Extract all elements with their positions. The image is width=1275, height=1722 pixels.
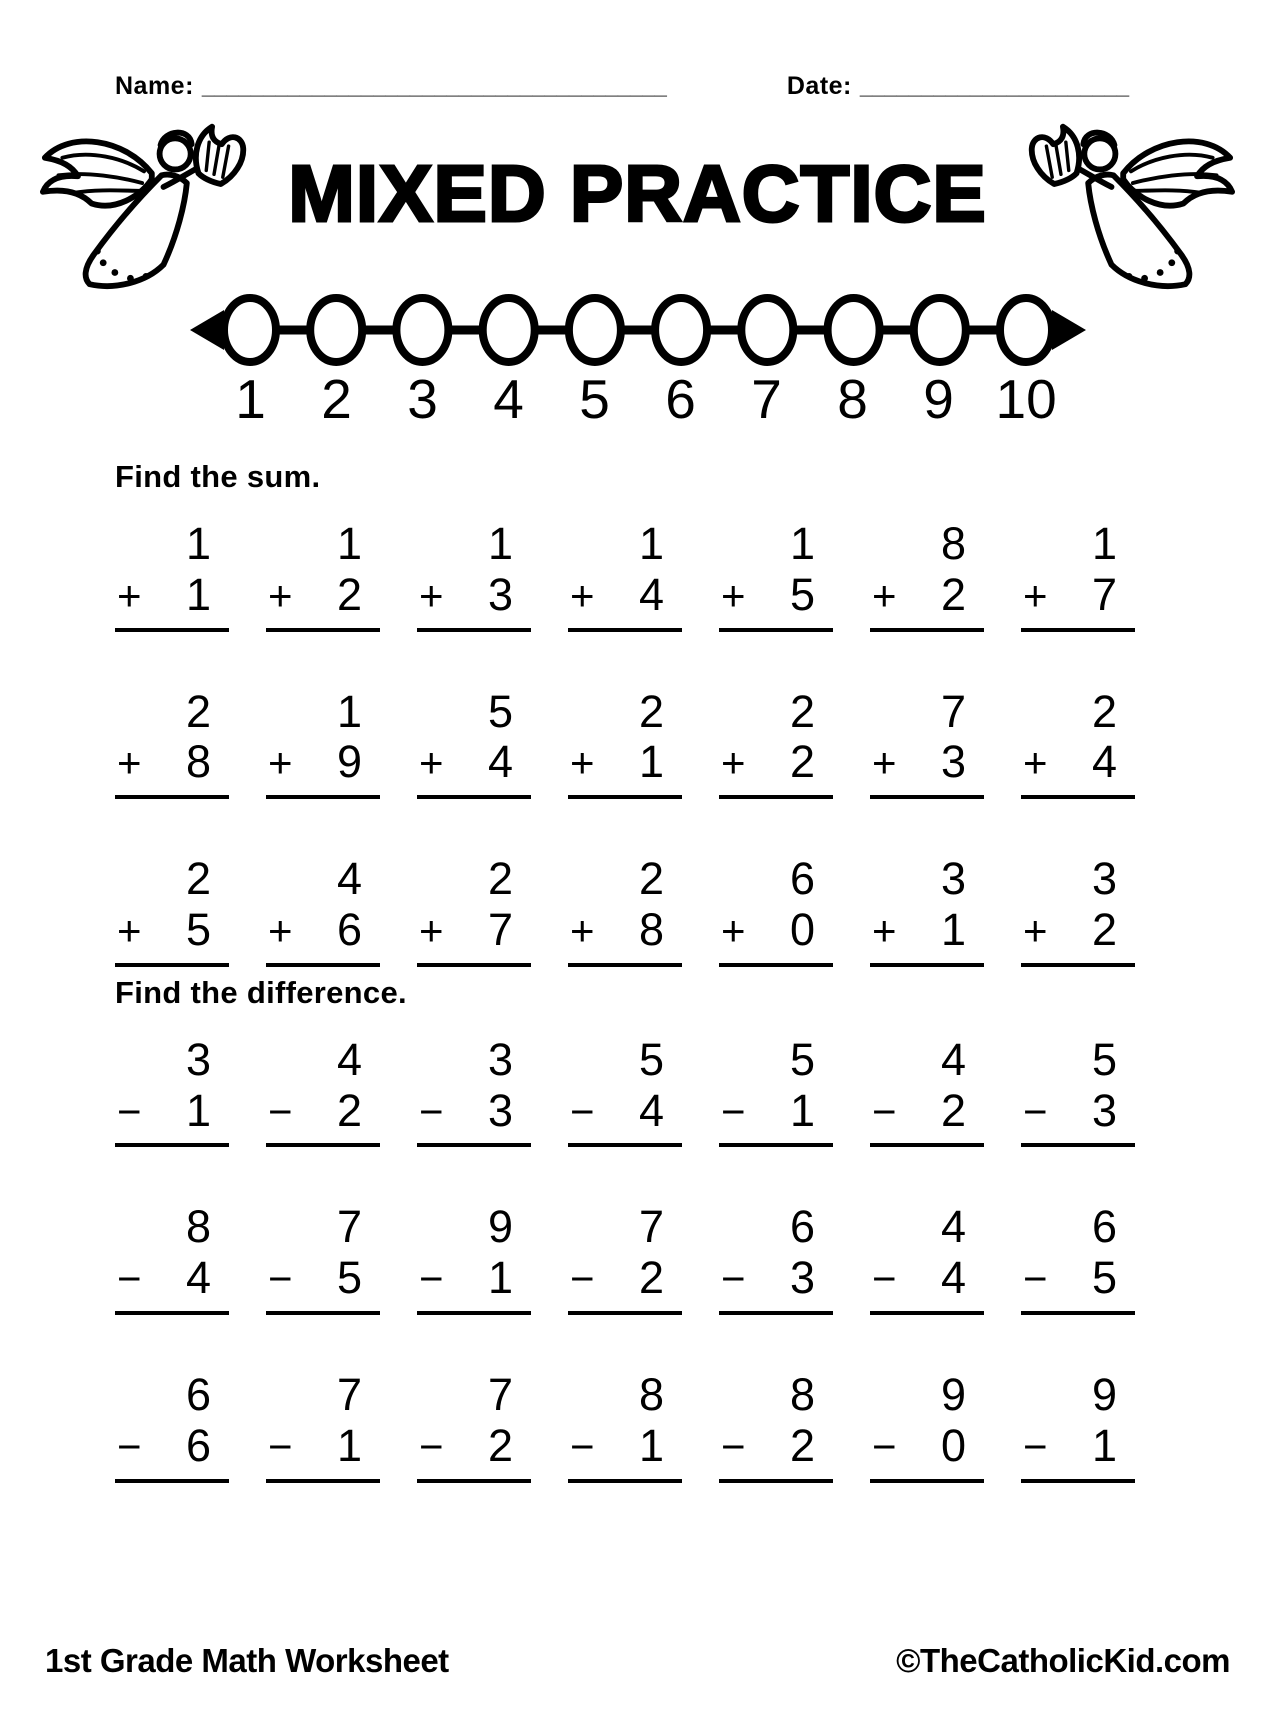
math-problem	[266, 1033, 380, 1148]
operator-row	[417, 903, 531, 955]
operator-row	[1021, 1084, 1135, 1136]
top-operand: 7	[940, 685, 966, 737]
header-fields	[115, 72, 1160, 101]
math-problem	[870, 685, 984, 800]
math-problem	[568, 853, 682, 967]
operator: −	[268, 1087, 293, 1135]
operator: −	[872, 1422, 897, 1470]
bottom-operand: 4	[638, 1084, 664, 1136]
number-line-label: 10	[995, 368, 1057, 430]
operator: +	[268, 571, 293, 619]
bottom-operand: 1	[789, 1084, 815, 1136]
top-operand: 4	[940, 1033, 966, 1085]
name-blank-line: ______________________________________	[201, 74, 667, 99]
math-problem	[870, 518, 984, 632]
bottom-operand: 5	[789, 568, 815, 620]
operator-row	[568, 903, 682, 955]
operator: −	[570, 1422, 595, 1470]
operator-row	[1021, 568, 1135, 620]
answer-line	[568, 628, 682, 632]
number-line-label: 2	[321, 368, 352, 430]
operator-row	[719, 568, 833, 620]
operator: +	[268, 739, 293, 787]
number-line-label: 7	[751, 368, 782, 430]
problems-row	[115, 1201, 1140, 1315]
operator: −	[117, 1087, 142, 1135]
top-operand: 9	[940, 1368, 966, 1420]
answer-line	[719, 628, 833, 632]
bottom-operand: 2	[789, 1419, 815, 1471]
top-operand: 3	[487, 1033, 513, 1085]
operator-row	[870, 736, 984, 788]
top-operand: 3	[1091, 853, 1117, 905]
operator: −	[721, 1255, 746, 1303]
bottom-operand: 1	[638, 1419, 664, 1471]
bottom-operand: 1	[336, 1419, 362, 1471]
worksheet-page	[0, 72, 1275, 1722]
operator-row	[568, 1084, 682, 1136]
operator: −	[721, 1087, 746, 1135]
bottom-operand: 7	[1091, 568, 1117, 620]
operator-row	[568, 736, 682, 788]
answer-line	[719, 1143, 833, 1147]
operator: −	[1023, 1255, 1048, 1303]
number-line-label: 3	[407, 368, 438, 430]
difference-section-heading: Find the difference.	[115, 974, 407, 1010]
operator-row	[719, 1084, 833, 1136]
bottom-operand: 3	[1091, 1084, 1117, 1136]
bottom-operand: 6	[336, 903, 362, 955]
math-problem	[417, 1368, 531, 1483]
math-problem	[1021, 1201, 1135, 1315]
operator-row	[115, 1419, 229, 1471]
answer-line	[417, 1479, 531, 1483]
math-problem	[266, 685, 380, 800]
operator-row	[266, 903, 380, 955]
top-operand: 4	[336, 853, 362, 905]
answer-line	[115, 1479, 229, 1483]
top-operand: 6	[789, 853, 815, 905]
angel-harp-icon-right	[1015, 115, 1245, 290]
math-problem	[417, 1201, 531, 1315]
problems-row	[115, 1033, 1140, 1148]
math-problem	[1021, 1033, 1135, 1148]
footer	[45, 1642, 1230, 1680]
bottom-operand: 7	[487, 903, 513, 955]
math-problem	[266, 518, 380, 632]
sum-section-heading: Find the sum.	[115, 459, 321, 494]
answer-line	[870, 628, 984, 632]
operator: +	[1023, 906, 1048, 954]
operator-row	[719, 1419, 833, 1471]
operator-row	[417, 1252, 531, 1304]
number-line-graphic	[188, 290, 1088, 370]
operator: −	[268, 1255, 293, 1303]
math-problem	[719, 518, 833, 632]
answer-line	[719, 1311, 833, 1315]
operator: +	[117, 906, 142, 954]
top-operand: 8	[185, 1201, 211, 1253]
operator-row	[1021, 1419, 1135, 1471]
name-field	[115, 72, 667, 101]
answer-line	[115, 963, 229, 967]
math-problem	[719, 853, 833, 967]
bottom-operand: 1	[185, 1084, 211, 1136]
bottom-operand: 3	[487, 568, 513, 620]
top-operand: 9	[487, 1201, 513, 1253]
math-problem	[568, 685, 682, 800]
answer-line	[568, 1143, 682, 1147]
operator: −	[268, 1422, 293, 1470]
operator-row	[266, 1084, 380, 1136]
operator: −	[419, 1422, 444, 1470]
operator: −	[117, 1422, 142, 1470]
bottom-operand: 4	[940, 1252, 966, 1304]
top-operand: 6	[1091, 1201, 1117, 1253]
top-operand: 1	[638, 518, 664, 569]
operator-row	[568, 1419, 682, 1471]
answer-line	[870, 795, 984, 799]
answer-line	[266, 795, 380, 799]
operator-row	[719, 1252, 833, 1304]
operator-row	[115, 903, 229, 955]
math-problem	[417, 685, 531, 800]
bottom-operand: 3	[487, 1084, 513, 1136]
math-problem	[266, 1201, 380, 1315]
operator: +	[570, 906, 595, 954]
answer-line	[417, 795, 531, 799]
answer-line	[1021, 795, 1135, 799]
top-operand: 1	[185, 518, 211, 569]
top-operand: 5	[487, 685, 513, 737]
bottom-operand: 4	[1091, 736, 1117, 788]
operator: +	[117, 739, 142, 787]
math-problem	[870, 853, 984, 967]
bottom-operand: 9	[336, 736, 362, 788]
math-problem	[719, 1368, 833, 1483]
operator-row	[870, 1084, 984, 1136]
top-operand: 6	[789, 1201, 815, 1253]
operator: −	[117, 1255, 142, 1303]
top-operand: 1	[789, 518, 815, 569]
top-operand: 8	[789, 1368, 815, 1420]
bottom-operand: 3	[789, 1252, 815, 1304]
top-operand: 7	[638, 1201, 664, 1253]
math-problem	[870, 1201, 984, 1315]
operator: +	[1023, 739, 1048, 787]
answer-line	[568, 963, 682, 967]
operator: +	[268, 906, 293, 954]
bottom-operand: 1	[940, 903, 966, 955]
answer-line	[1021, 628, 1135, 632]
top-operand: 7	[336, 1201, 362, 1253]
operator-row	[417, 1419, 531, 1471]
top-operand: 1	[336, 518, 362, 569]
math-problem	[266, 853, 380, 967]
number-line-labels	[188, 368, 1088, 430]
operator: −	[721, 1422, 746, 1470]
top-operand: 4	[940, 1201, 966, 1253]
answer-line	[115, 795, 229, 799]
operator-row	[417, 1084, 531, 1136]
math-problem	[568, 518, 682, 632]
operator-row	[417, 568, 531, 620]
operator: +	[419, 906, 444, 954]
answer-line	[266, 1479, 380, 1483]
operator: −	[570, 1255, 595, 1303]
worksheet-title: MIXED PRACTICE	[288, 148, 987, 238]
math-problem	[870, 1033, 984, 1148]
top-operand: 5	[1091, 1033, 1117, 1085]
top-operand: 9	[1091, 1368, 1117, 1420]
worksheet-grade-label: 1st Grade Math Worksheet	[45, 1642, 449, 1679]
math-problem	[115, 685, 229, 800]
top-operand: 2	[789, 685, 815, 737]
answer-line	[115, 1143, 229, 1147]
bottom-operand: 5	[1091, 1252, 1117, 1304]
operator: +	[1023, 571, 1048, 619]
top-operand: 7	[487, 1368, 513, 1420]
math-problem	[1021, 518, 1135, 632]
math-problem	[719, 1033, 833, 1148]
number-line-label: 1	[235, 368, 266, 430]
bottom-operand: 0	[940, 1419, 966, 1471]
number-line-label: 9	[923, 368, 954, 430]
bottom-operand: 1	[185, 568, 211, 620]
top-operand: 4	[336, 1033, 362, 1085]
right-arrow-icon	[1052, 310, 1086, 350]
operator: −	[872, 1087, 897, 1135]
answer-line	[870, 1311, 984, 1315]
operator: +	[872, 906, 897, 954]
answer-line	[870, 1143, 984, 1147]
top-operand: 8	[638, 1368, 664, 1420]
operator-row	[1021, 1252, 1135, 1304]
answer-line	[568, 1311, 682, 1315]
operator-row	[266, 568, 380, 620]
bottom-operand: 2	[1091, 903, 1117, 955]
bottom-operand: 1	[487, 1252, 513, 1304]
problems-row	[115, 1368, 1140, 1483]
problems-row	[115, 685, 1140, 800]
answer-line	[1021, 963, 1135, 967]
answer-line	[870, 963, 984, 967]
top-operand: 6	[185, 1368, 211, 1420]
top-operand: 1	[1091, 518, 1117, 569]
answer-line	[115, 1311, 229, 1315]
operator: +	[721, 571, 746, 619]
operator-row	[417, 736, 531, 788]
bottom-operand: 4	[638, 568, 664, 620]
math-problem	[1021, 1368, 1135, 1483]
top-operand: 2	[1091, 685, 1117, 737]
top-operand: 5	[789, 1033, 815, 1085]
operator: +	[721, 739, 746, 787]
answer-line	[115, 628, 229, 632]
answer-line	[417, 963, 531, 967]
answer-line	[266, 1311, 380, 1315]
operator-row	[719, 736, 833, 788]
difference-section	[115, 975, 1140, 1483]
operator: −	[419, 1255, 444, 1303]
bottom-operand: 8	[638, 903, 664, 955]
math-problem	[719, 685, 833, 800]
operator-row	[568, 568, 682, 620]
operator-row	[115, 568, 229, 620]
math-problem	[417, 1033, 531, 1148]
bottom-operand: 2	[789, 736, 815, 788]
name-label: Name:	[115, 72, 194, 100]
top-operand: 2	[185, 685, 211, 737]
math-problem	[115, 518, 229, 632]
left-arrow-icon	[190, 310, 224, 350]
answer-line	[719, 795, 833, 799]
bottom-operand: 6	[185, 1419, 211, 1471]
answer-line	[266, 1143, 380, 1147]
bottom-operand: 4	[185, 1252, 211, 1304]
bottom-operand: 2	[487, 1419, 513, 1471]
problems-row	[115, 518, 1140, 632]
sum-problems-grid	[115, 518, 1140, 967]
math-problem	[417, 518, 531, 632]
bottom-operand: 8	[185, 736, 211, 788]
bottom-operand: 0	[789, 903, 815, 955]
top-operand: 2	[638, 685, 664, 737]
answer-line	[417, 1311, 531, 1315]
answer-line	[417, 1143, 531, 1147]
bottom-operand: 2	[940, 568, 966, 620]
math-problem	[719, 1201, 833, 1315]
title-band	[0, 115, 1275, 290]
operator: +	[872, 739, 897, 787]
top-operand: 2	[487, 853, 513, 905]
operator: +	[570, 739, 595, 787]
bottom-operand: 1	[638, 736, 664, 788]
bottom-operand: 3	[940, 736, 966, 788]
operator-row	[568, 1252, 682, 1304]
angel-harp-icon-left	[30, 115, 260, 290]
operator-row	[870, 903, 984, 955]
math-problem	[568, 1201, 682, 1315]
answer-line	[266, 963, 380, 967]
operator: +	[419, 571, 444, 619]
difference-problems-grid	[115, 1033, 1140, 1483]
operator: +	[872, 571, 897, 619]
math-problem	[568, 1033, 682, 1148]
operator-row	[266, 1252, 380, 1304]
operator-row	[115, 736, 229, 788]
operator-row	[719, 903, 833, 955]
operator-row	[115, 1084, 229, 1136]
top-operand: 1	[336, 685, 362, 737]
answer-line	[719, 963, 833, 967]
math-problem	[115, 1033, 229, 1148]
problems-row	[115, 853, 1140, 967]
operator: −	[1023, 1087, 1048, 1135]
math-problem	[115, 1201, 229, 1315]
answer-line	[266, 628, 380, 632]
bottom-operand: 2	[638, 1252, 664, 1304]
operator: +	[721, 906, 746, 954]
top-operand: 3	[185, 1033, 211, 1085]
operator: −	[570, 1087, 595, 1135]
bottom-operand: 5	[336, 1252, 362, 1304]
answer-line	[417, 628, 531, 632]
bottom-operand: 1	[1091, 1419, 1117, 1471]
operator: −	[872, 1255, 897, 1303]
math-problem	[266, 1368, 380, 1483]
bottom-operand: 5	[185, 903, 211, 955]
top-operand: 1	[487, 518, 513, 569]
bottom-operand: 2	[336, 1084, 362, 1136]
answer-line	[1021, 1143, 1135, 1147]
answer-line	[1021, 1311, 1135, 1315]
top-operand: 5	[638, 1033, 664, 1085]
date-label: Date:	[786, 72, 852, 100]
number-line-label: 6	[665, 368, 696, 430]
answer-line	[870, 1479, 984, 1483]
math-problem	[870, 1368, 984, 1483]
operator-row	[1021, 736, 1135, 788]
operator-row	[1021, 903, 1135, 955]
date-field	[787, 72, 1129, 101]
answer-line	[1021, 1479, 1135, 1483]
number-line-label: 4	[493, 368, 524, 430]
top-operand: 2	[185, 853, 211, 905]
operator: −	[1023, 1422, 1048, 1470]
top-operand: 3	[940, 853, 966, 905]
bottom-operand: 2	[940, 1084, 966, 1136]
top-operand: 8	[940, 518, 966, 569]
operator: +	[570, 571, 595, 619]
operator: −	[419, 1087, 444, 1135]
bottom-operand: 4	[487, 736, 513, 788]
answer-line	[568, 1479, 682, 1483]
number-line-label: 8	[837, 368, 868, 430]
operator-row	[266, 1419, 380, 1471]
operator-row	[115, 1252, 229, 1304]
date-blank-line: ______________________	[859, 74, 1130, 99]
operator-row	[266, 736, 380, 788]
math-problem	[115, 1368, 229, 1483]
bottom-operand: 2	[336, 568, 362, 620]
math-problem	[1021, 685, 1135, 800]
sum-section	[115, 459, 1140, 967]
operator: +	[117, 571, 142, 619]
top-operand: 7	[336, 1368, 362, 1420]
answer-line	[568, 795, 682, 799]
number-line-label: 5	[579, 368, 610, 430]
source-credit: ©TheCatholicKid.com	[896, 1642, 1230, 1679]
math-problem	[568, 1368, 682, 1483]
operator-row	[870, 1419, 984, 1471]
operator-row	[870, 1252, 984, 1304]
number-line	[188, 290, 1088, 430]
answer-line	[719, 1479, 833, 1483]
operator-row	[870, 568, 984, 620]
top-operand: 2	[638, 853, 664, 905]
math-problem	[417, 853, 531, 967]
operator: +	[419, 739, 444, 787]
math-problem	[1021, 853, 1135, 967]
math-problem	[115, 853, 229, 967]
